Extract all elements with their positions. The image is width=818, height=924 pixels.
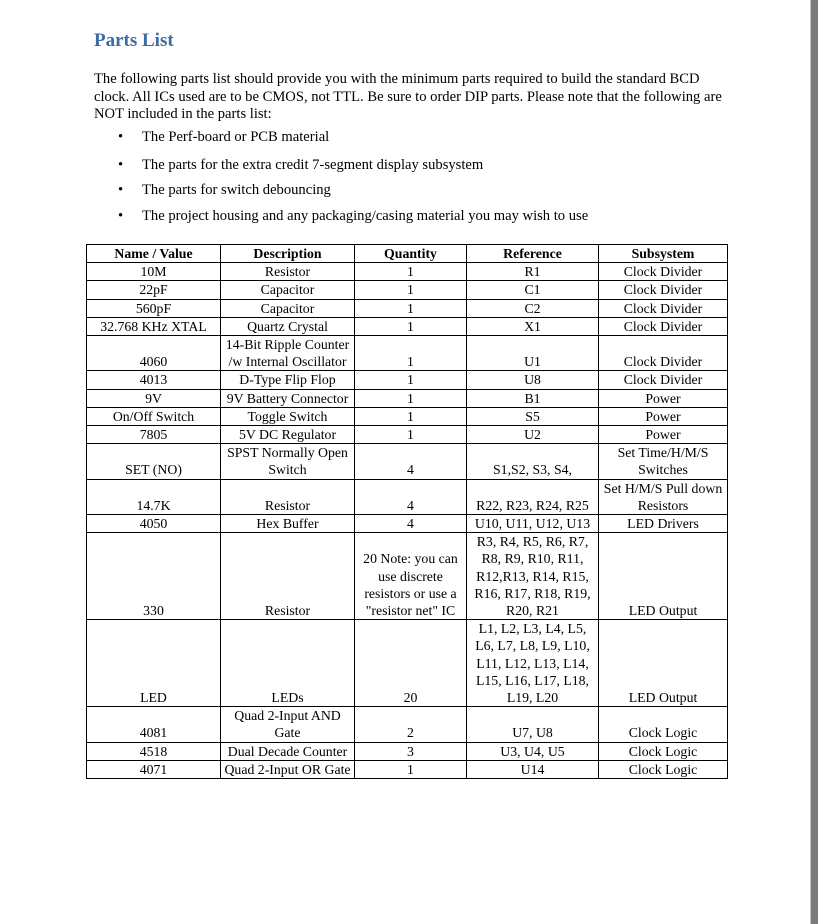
column-header-subsystem: Subsystem	[599, 245, 728, 263]
cell-reference: S1,S2, S3, S4,	[467, 444, 599, 479]
cell-subsystem: Set Time/H/M/S Switches	[599, 444, 728, 479]
cell-name-value: LED	[87, 620, 221, 707]
cell-name-value: 4060	[87, 336, 221, 371]
bullet-icon: •	[118, 208, 124, 224]
list-item-text: The parts for the extra credit 7-segment display subsystem	[142, 157, 484, 173]
cell-quantity: 20 Note: you can use discrete resistors or use a "resistor net" IC	[355, 533, 467, 620]
cell-description: Quartz Crystal	[221, 317, 355, 335]
bullet-icon: •	[118, 129, 124, 145]
list-item-text: The Perf-board or PCB material	[142, 129, 330, 145]
cell-reference: B1	[467, 389, 599, 407]
table-row	[87, 760, 728, 778]
cell-reference: U7, U8	[467, 707, 599, 742]
cell-reference: U10, U11, U12, U13	[467, 515, 599, 533]
cell-subsystem: Clock Divider	[599, 317, 728, 335]
table-row	[87, 620, 728, 707]
cell-subsystem: Clock Divider	[599, 263, 728, 281]
cell-quantity: 1	[355, 317, 467, 335]
table-row	[87, 444, 728, 479]
cell-description: Hex Buffer	[221, 515, 355, 533]
cell-reference: S5	[467, 407, 599, 425]
parts-table-body	[87, 263, 728, 779]
cell-name-value: 10M	[87, 263, 221, 281]
cell-subsystem: LED Output	[599, 620, 728, 707]
cell-quantity: 3	[355, 742, 467, 760]
cell-subsystem: Clock Logic	[599, 707, 728, 742]
cell-subsystem: Clock Divider	[599, 336, 728, 371]
cell-name-value: 7805	[87, 426, 221, 444]
table-row	[87, 426, 728, 444]
bullet-icon: •	[118, 182, 124, 198]
cell-description: 9V Battery Connector	[221, 389, 355, 407]
cell-quantity: 1	[355, 299, 467, 317]
cell-description: Resistor	[221, 533, 355, 620]
table-row	[87, 317, 728, 335]
cell-quantity: 2	[355, 707, 467, 742]
cell-reference: U1	[467, 336, 599, 371]
table-row	[87, 299, 728, 317]
cell-subsystem: Power	[599, 426, 728, 444]
cell-reference: L1, L2, L3, L4, L5, L6, L7, L8, L9, L10, L11, L12, L13, L14, L15, L16, L17, L18, L19, L20	[467, 620, 599, 707]
cell-name-value: 4071	[87, 760, 221, 778]
cell-subsystem: Clock Divider	[599, 299, 728, 317]
cell-name-value: 32.768 KHz XTAL	[87, 317, 221, 335]
page-title: Parts List	[94, 30, 174, 51]
cell-reference: R1	[467, 263, 599, 281]
cell-subsystem: LED Drivers	[599, 515, 728, 533]
cell-description: 5V DC Regulator	[221, 426, 355, 444]
cell-subsystem: Clock Divider	[599, 281, 728, 299]
cell-quantity: 1	[355, 263, 467, 281]
cell-description: Quad 2-Input AND Gate	[221, 707, 355, 742]
cell-subsystem: Clock Divider	[599, 371, 728, 389]
cell-reference: R22, R23, R24, R25	[467, 479, 599, 514]
cell-description: Capacitor	[221, 299, 355, 317]
cell-subsystem: Power	[599, 389, 728, 407]
table-row	[87, 263, 728, 281]
cell-subsystem: LED Output	[599, 533, 728, 620]
column-header-quantity: Quantity	[355, 245, 467, 263]
cell-reference: X1	[467, 317, 599, 335]
cell-reference: R3, R4, R5, R6, R7, R8, R9, R10, R11, R12,R13, R14, R15, R16, R17, R18, R19, R20, R21	[467, 533, 599, 620]
cell-reference: C1	[467, 281, 599, 299]
cell-description: Toggle Switch	[221, 407, 355, 425]
cell-quantity: 4	[355, 444, 467, 479]
cell-name-value: 4050	[87, 515, 221, 533]
cell-reference: U8	[467, 371, 599, 389]
cell-description: Capacitor	[221, 281, 355, 299]
table-row	[87, 515, 728, 533]
column-header-reference: Reference	[467, 245, 599, 263]
table-header-row	[87, 245, 728, 263]
column-header-name-value: Name / Value	[87, 245, 221, 263]
parts-table	[86, 244, 728, 779]
cell-name-value: On/Off Switch	[87, 407, 221, 425]
cell-description: Dual Decade Counter	[221, 742, 355, 760]
intro-paragraph: The following parts list should provide you with the minimum parts required to build the standard BCD clock. All ICs used are to be CMOS, not TTL. Be sure to order DIP parts. Please note that the following are NOT included in the parts list:	[94, 71, 722, 122]
cell-subsystem: Power	[599, 407, 728, 425]
table-row	[87, 742, 728, 760]
cell-name-value: 14.7K	[87, 479, 221, 514]
cell-description: Resistor	[221, 263, 355, 281]
table-row	[87, 389, 728, 407]
column-header-description: Description	[221, 245, 355, 263]
cell-description: LEDs	[221, 620, 355, 707]
table-row	[87, 479, 728, 514]
cell-quantity: 1	[355, 389, 467, 407]
cell-quantity: 1	[355, 407, 467, 425]
cell-name-value: 4081	[87, 707, 221, 742]
cell-quantity: 1	[355, 760, 467, 778]
cell-name-value: 560pF	[87, 299, 221, 317]
cell-quantity: 20	[355, 620, 467, 707]
bullet-icon: •	[118, 157, 124, 173]
cell-subsystem: Set H/M/S Pull down Resistors	[599, 479, 728, 514]
cell-quantity: 4	[355, 515, 467, 533]
cell-quantity: 1	[355, 371, 467, 389]
cell-subsystem: Clock Logic	[599, 742, 728, 760]
cell-description: 14-Bit Ripple Counter /w Internal Oscillator	[221, 336, 355, 371]
cell-quantity: 1	[355, 281, 467, 299]
cell-name-value: 22pF	[87, 281, 221, 299]
cell-quantity: 4	[355, 479, 467, 514]
cell-quantity: 1	[355, 336, 467, 371]
cell-quantity: 1	[355, 426, 467, 444]
table-row	[87, 533, 728, 620]
list-item-text: The parts for switch debouncing	[142, 182, 331, 198]
cell-name-value: 9V	[87, 389, 221, 407]
page-edge-shadow	[811, 0, 818, 924]
cell-name-value: 4518	[87, 742, 221, 760]
cell-description: D-Type Flip Flop	[221, 371, 355, 389]
table-row	[87, 281, 728, 299]
table-row	[87, 336, 728, 371]
cell-subsystem: Clock Logic	[599, 760, 728, 778]
cell-description: SPST Normally Open Switch	[221, 444, 355, 479]
cell-name-value: 330	[87, 533, 221, 620]
cell-reference: U2	[467, 426, 599, 444]
table-row	[87, 371, 728, 389]
cell-description: Resistor	[221, 479, 355, 514]
table-row	[87, 407, 728, 425]
list-item-text: The project housing and any packaging/casing material you may wish to use	[142, 208, 589, 224]
cell-reference: U14	[467, 760, 599, 778]
cell-description: Quad 2-Input OR Gate	[221, 760, 355, 778]
table-row	[87, 707, 728, 742]
cell-name-value: 4013	[87, 371, 221, 389]
cell-reference: C2	[467, 299, 599, 317]
cell-reference: U3, U4, U5	[467, 742, 599, 760]
cell-name-value: SET (NO)	[87, 444, 221, 479]
